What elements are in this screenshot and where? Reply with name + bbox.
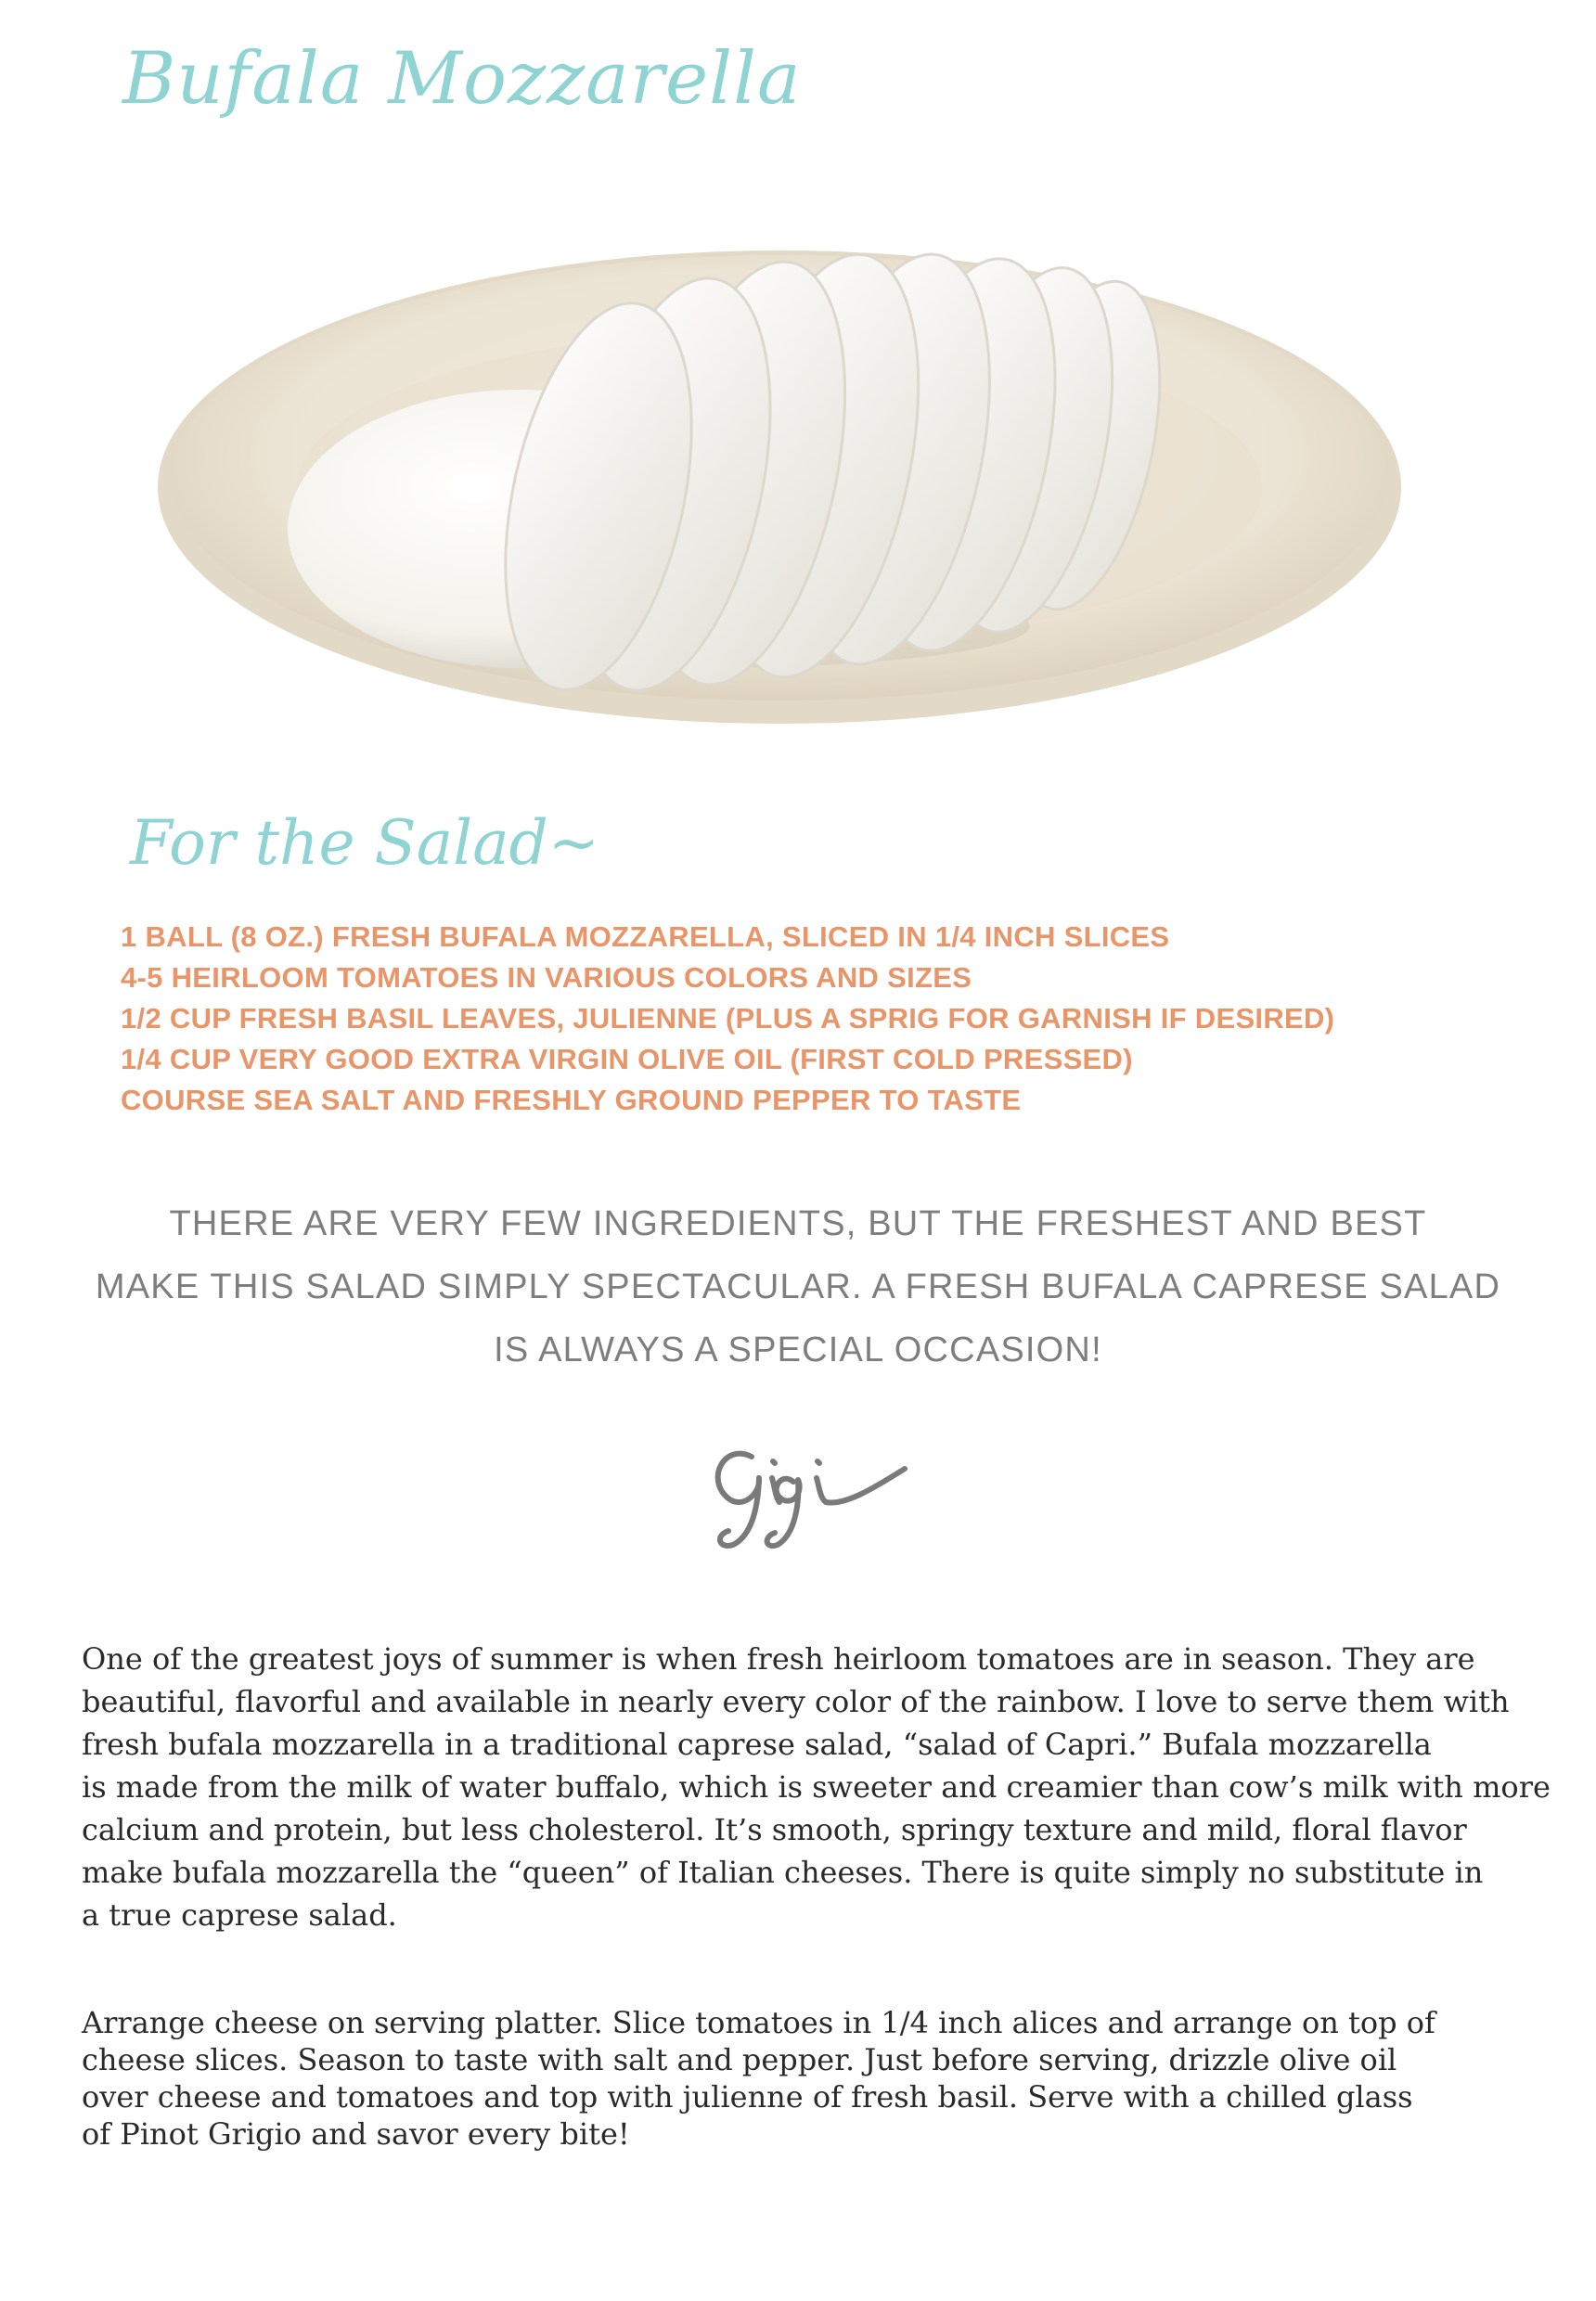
paragraph-line: cheese slices. Season to taste with salt and pepper. Just before serving, drizzle olive oil <box>82 2042 1397 2077</box>
paragraph-line: over cheese and tomatoes and top with julienne of fresh basil. Serve with a chilled glass <box>82 2079 1413 2115</box>
paragraph-line: fresh bufala mozzarella in a traditional caprese salad, “salad of Capri.” Bufala mozzarella <box>82 1727 1432 1762</box>
gigi-signature <box>687 1406 937 1554</box>
paragraph-line: One of the greatest joys of summer is when fresh heirloom tomatoes are in season. They are <box>82 1641 1475 1677</box>
paragraph-line: a true caprese salad. <box>82 1897 397 1933</box>
ingredient-item: COURSE SEA SALT AND FRESHLY GROUND PEPPER TO TASTE <box>121 1084 1022 1116</box>
intro-paragraph <box>82 1638 1551 1936</box>
paragraph-line: Arrange cheese on serving platter. Slice tomatoes in 1/4 inch alices and arrange on top of <box>82 2005 1435 2040</box>
note-line: MAKE THIS SALAD SIMPLY SPECTACULAR. A FRESH BUFALA CAPRESE SALAD <box>95 1267 1501 1306</box>
ingredient-item: 1/4 CUP VERY GOOD EXTRA VIRGIN OLIVE OIL (FIRST COLD PRESSED) <box>121 1043 1133 1075</box>
method-paragraph <box>82 2004 1529 2153</box>
paragraph-line: beautiful, flavorful and available in nearly every color of the rainbow. I love to serve them with <box>82 1684 1510 1719</box>
ingredient-item: 1/2 CUP FRESH BASIL LEAVES, JULIENNE (PLUS A SPRIG FOR GARNISH IF DESIRED) <box>121 1002 1335 1035</box>
recipe-note <box>0 1192 1596 1382</box>
ingredient-list <box>121 917 1334 1121</box>
page-title: Bufala Mozzarella <box>122 37 802 121</box>
salad-heading: For the Salad~ <box>130 807 600 879</box>
paragraph-line: is made from the milk of water buffalo, which is sweeter and creamier than cow’s milk with more <box>82 1769 1551 1805</box>
mozzarella-plate-image <box>130 121 1475 752</box>
note-line: IS ALWAYS A SPECIAL OCCASION! <box>494 1330 1102 1369</box>
ingredient-item: 1 BALL (8 OZ.) FRESH BUFALA MOZZARELLA, SLICED IN 1/4 INCH SLICES <box>121 920 1170 953</box>
ingredient-item: 4-5 HEIRLOOM TOMATOES IN VARIOUS COLORS AND SIZES <box>121 961 972 994</box>
paragraph-line: make bufala mozzarella the “queen” of Italian cheeses. There is quite simply no substitute in <box>82 1855 1484 1890</box>
note-line: THERE ARE VERY FEW INGREDIENTS, BUT THE FRESHEST AND BEST <box>169 1204 1427 1243</box>
paragraph-line: calcium and protein, but less cholesterol. It’s smooth, springy texture and mild, floral flavor <box>82 1812 1467 1847</box>
paragraph-line: of Pinot Grigio and savor every bite! <box>82 2116 630 2152</box>
